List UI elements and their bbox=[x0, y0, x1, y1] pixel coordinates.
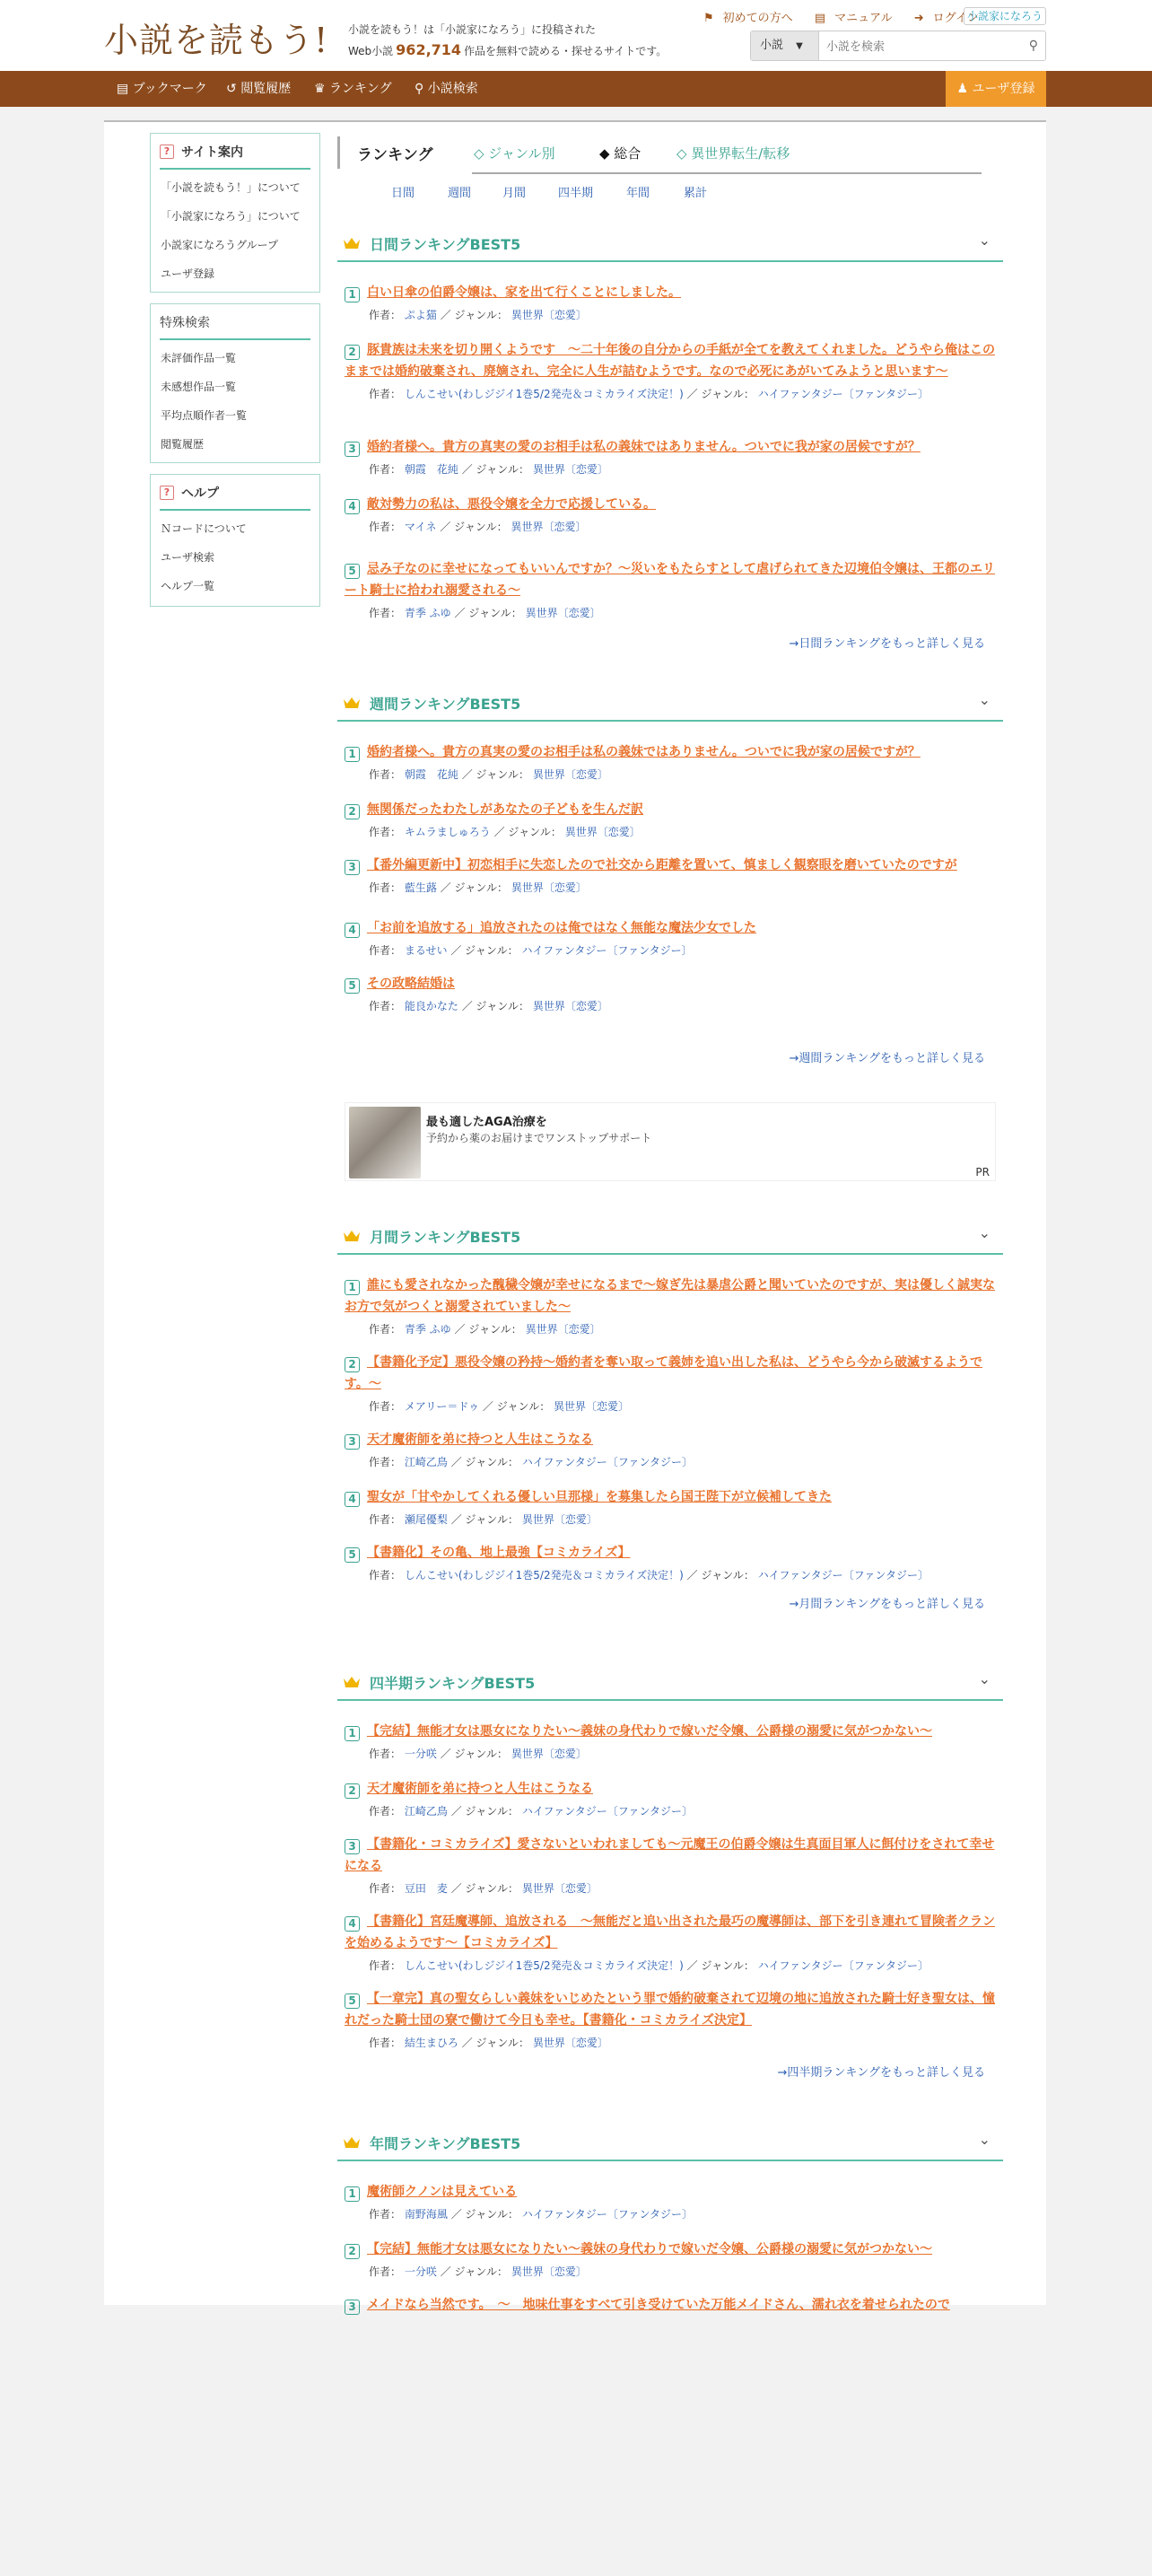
genre-label: ジャンル： bbox=[465, 1456, 519, 1468]
rank-number-badge: 1 bbox=[345, 2186, 360, 2202]
site-header bbox=[0, 0, 1152, 71]
help-icon: ? bbox=[160, 486, 174, 500]
genre-label: ジャンル： bbox=[468, 607, 522, 619]
ranking-section bbox=[337, 688, 1003, 1136]
genre-link[interactable]: ハイファンタジー〔ファンタジー〕 bbox=[521, 944, 693, 957]
sidebar-link[interactable]: ユーザ登録 bbox=[161, 267, 215, 280]
rank-number-badge: 3 bbox=[345, 1434, 360, 1450]
novel-meta bbox=[345, 519, 998, 534]
more-ranking-link[interactable]: →日間ランキングをもっと詳しく見る bbox=[789, 637, 985, 651]
rank-number-badge: 1 bbox=[345, 287, 360, 302]
author-label: 作者： bbox=[369, 1748, 402, 1760]
ranking-item bbox=[345, 1486, 998, 1527]
rank-number-badge: 4 bbox=[345, 923, 360, 938]
tagline-suffix: 作品を無料で読める・探せるサイトです。 bbox=[464, 45, 668, 57]
author-label: 作者： bbox=[369, 1882, 402, 1895]
sidebar-link[interactable]: 「小説家になろう」について bbox=[161, 210, 301, 223]
genre-label: ジャンル： bbox=[508, 826, 562, 838]
top-links bbox=[703, 8, 997, 25]
novel-count: 962,714 bbox=[396, 41, 462, 58]
sidebar-site-guide bbox=[150, 133, 320, 293]
novel-title-link[interactable]: 【番外編更新中】初恋相手に失恋したので社交から距離を置いて、慎ましく観察眼を磨いていたのですが bbox=[367, 858, 957, 872]
novel-title-link[interactable]: 敵対勢力の私は、悪役令嬢を全力で応援している。 bbox=[367, 497, 656, 512]
chevron-down-icon[interactable]: ⌄ bbox=[978, 1670, 991, 1687]
author-label: 作者： bbox=[369, 2265, 402, 2278]
title-bar bbox=[337, 136, 340, 169]
ranking-item bbox=[345, 1911, 998, 1973]
login-icon: ➜ bbox=[913, 12, 924, 25]
ranking-item bbox=[345, 2239, 998, 2279]
genre-link[interactable]: 異世界〔恋愛〕 bbox=[511, 309, 587, 321]
novel-meta bbox=[345, 1803, 998, 1818]
separator: ／ bbox=[461, 768, 473, 781]
novel-title-link[interactable]: 天才魔術師を弟に持つと人生はこうなる bbox=[367, 1433, 593, 1447]
main-nav bbox=[0, 71, 1152, 107]
genre-label: ジャンル： bbox=[454, 309, 508, 321]
sidebar-link[interactable]: 未評価作品一覧 bbox=[161, 352, 237, 364]
rank-number-badge: 3 bbox=[345, 860, 360, 875]
period-weekly[interactable]: 週間 bbox=[448, 187, 472, 200]
tab-overall[interactable]: ◆ 総合 bbox=[599, 145, 641, 162]
rank-number-badge: 1 bbox=[345, 747, 360, 762]
novel-meta bbox=[345, 1880, 998, 1896]
ranking-item bbox=[345, 1352, 998, 1414]
sidebar-link[interactable]: 小説家になろうグループ bbox=[161, 239, 279, 251]
rank-number-badge: 5 bbox=[345, 978, 360, 994]
login-link[interactable]: ➜ ログイン bbox=[913, 12, 979, 25]
rank-number-badge: 3 bbox=[345, 2300, 360, 2315]
genre-link[interactable]: 異世界〔恋愛〕 bbox=[554, 1400, 630, 1413]
author-link[interactable]: 朝霞 花純 bbox=[404, 768, 458, 781]
author-link[interactable]: 江崎乙鳥 bbox=[404, 1456, 448, 1468]
ranking-item bbox=[345, 1275, 998, 1336]
ranking-item bbox=[345, 1542, 998, 1582]
manual-link[interactable]: ▤ マニュアル bbox=[814, 12, 893, 25]
rank-number-badge: 4 bbox=[345, 499, 360, 514]
separator: ／ bbox=[440, 881, 451, 894]
author-label: 作者： bbox=[369, 1959, 402, 1972]
separator: ／ bbox=[450, 2208, 462, 2221]
section-header[interactable] bbox=[337, 688, 1003, 722]
ranking-item bbox=[345, 741, 998, 782]
genre-label: ジャンル： bbox=[496, 1400, 551, 1413]
genre-link[interactable]: 異世界〔恋愛〕 bbox=[564, 826, 641, 838]
site-logo[interactable]: 小説を読もう! bbox=[104, 21, 329, 60]
rank-number-badge: 2 bbox=[345, 804, 360, 819]
author-link[interactable]: 結生まひろ bbox=[404, 2037, 458, 2049]
ad-pr-label: PR bbox=[975, 1166, 990, 1178]
author-label: 作者： bbox=[369, 521, 402, 533]
ad-title: 最も適したAGA治療を bbox=[426, 1116, 547, 1129]
sidebar-heading: ? サイト案内 bbox=[160, 143, 310, 170]
genre-label: ジャンル： bbox=[465, 1805, 519, 1818]
rank-number-badge: 2 bbox=[345, 1783, 360, 1799]
crown-icon bbox=[343, 1676, 361, 1688]
separator: ／ bbox=[461, 1000, 473, 1012]
rank-number-badge: 3 bbox=[345, 442, 360, 457]
sidebar-link[interactable]: 未感想作品一覧 bbox=[161, 381, 237, 393]
novel-title-link[interactable]: 【完結】無能才女は悪女になりたい～義妹の身代わりで嫁いだ令嬢、公爵様の溺愛に気がつかない～ bbox=[367, 1724, 932, 1739]
period-yearly[interactable]: 年間 bbox=[626, 187, 650, 200]
genre-link[interactable]: ハイファンタジー〔ファンタジー〕 bbox=[521, 1805, 694, 1818]
separator: ／ bbox=[440, 521, 451, 533]
ranking-item bbox=[345, 2181, 998, 2221]
separator: ／ bbox=[454, 607, 466, 619]
sidebar-special-search bbox=[150, 303, 320, 463]
ranking-item bbox=[345, 1721, 998, 1761]
novel-meta bbox=[345, 1454, 998, 1469]
author-label: 作者： bbox=[369, 2037, 402, 2049]
author-label: 作者： bbox=[369, 881, 402, 894]
sidebar-link[interactable]: 閲覧履歴 bbox=[161, 438, 205, 451]
ranking-item bbox=[345, 1988, 998, 2050]
genre-label: ジャンル： bbox=[476, 463, 529, 476]
author-link[interactable]: 江崎乙鳥 bbox=[404, 1805, 448, 1818]
page-title: ランキング bbox=[357, 146, 433, 164]
genre-link[interactable]: 異世界〔恋愛〕 bbox=[511, 521, 587, 533]
ranking-tabs bbox=[337, 133, 983, 180]
novel-title-link[interactable]: メイドなら当然です。 ～ 地味仕事をすべて引き受けていた万能メイドさん、濡れ衣を着せられたので bbox=[367, 2298, 950, 2312]
genre-label: ジャンル： bbox=[454, 521, 508, 533]
author-label: 作者： bbox=[369, 2208, 402, 2221]
author-link[interactable]: 瀬尾優梨 bbox=[404, 1513, 448, 1526]
ranking-item bbox=[345, 973, 998, 1013]
separator: ／ bbox=[686, 1959, 698, 1972]
novel-title-link[interactable]: 婚約者様へ。貴方の真実の愛のお相手は私の義妹ではありません。ついでに我が家の居候ですが？ bbox=[367, 440, 921, 454]
separator: ／ bbox=[493, 826, 505, 838]
genre-label: ジャンル： bbox=[454, 881, 508, 894]
ranking-section bbox=[337, 2127, 1003, 2576]
section-title: 月間ランキングBEST5 bbox=[370, 1229, 521, 1246]
ranking-item bbox=[345, 2294, 998, 2316]
search-box bbox=[750, 31, 1046, 61]
novel-meta bbox=[345, 386, 998, 401]
novel-meta bbox=[345, 1958, 998, 1973]
tab-genre[interactable]: ◇ ジャンル別 bbox=[474, 145, 555, 162]
chevron-down-icon[interactable]: ⌄ bbox=[978, 2131, 991, 2148]
novel-title-link[interactable]: 誰にも愛されなかった醜穢令嬢が幸せになるまで〜嫁ぎ先は暴虐公爵と聞いていたのですが、実は優しく誠実なお方で気がつくと溺愛されていました〜 bbox=[345, 1278, 995, 1314]
rank-number-badge: 4 bbox=[345, 1916, 360, 1932]
search-icon[interactable]: ⚲ bbox=[1028, 39, 1038, 53]
first-time-link[interactable]: ⚑ 初めての方へ bbox=[703, 12, 793, 25]
author-link[interactable]: 豆田 麦 bbox=[404, 1882, 448, 1895]
rank-number-badge: 2 bbox=[345, 1357, 360, 1372]
user-icon: ♟ bbox=[956, 82, 973, 96]
rank-number-badge: 2 bbox=[345, 345, 360, 360]
section-header[interactable] bbox=[337, 1667, 1003, 1701]
separator: ／ bbox=[454, 1323, 466, 1336]
novel-title-link[interactable]: 【書籍化・コミカライズ】愛さないといわれましても～元魔王の伯爵令嬢は生真面目軍人に餌付けをされて幸せになる bbox=[345, 1837, 995, 1873]
crown-icon: ♛ bbox=[314, 82, 330, 96]
separator: ／ bbox=[461, 463, 473, 476]
novel-title-link[interactable]: 【完結】無能才女は悪女になりたい～義妹の身代わりで嫁いだ令嬢、公爵様の溺愛に気がつかない～ bbox=[367, 2242, 932, 2256]
search-icon: ⚲ bbox=[415, 82, 428, 96]
genre-link[interactable]: 異世界〔恋愛〕 bbox=[511, 2265, 587, 2278]
novel-meta bbox=[345, 942, 998, 958]
ranking-item bbox=[345, 1834, 998, 1896]
period-quarterly[interactable]: 四半期 bbox=[558, 187, 594, 200]
separator: ／ bbox=[482, 1400, 493, 1413]
sidebar-link[interactable]: ヘルプ一覧 bbox=[161, 580, 215, 592]
author-link[interactable]: まるせい bbox=[404, 944, 448, 957]
section-header[interactable] bbox=[337, 1221, 1003, 1255]
help-icon: ? bbox=[160, 145, 174, 159]
crown-icon bbox=[343, 1230, 361, 1242]
ranking-section bbox=[337, 1221, 1003, 1669]
sidebar-heading: 特殊検索 bbox=[160, 313, 310, 340]
ranking-item bbox=[345, 494, 998, 534]
author-label: 作者： bbox=[369, 607, 402, 619]
author-label: 作者： bbox=[369, 1569, 402, 1582]
novel-meta bbox=[345, 880, 998, 895]
author-link[interactable]: メアリー＝ドゥ bbox=[404, 1400, 480, 1413]
genre-label: ジャンル： bbox=[465, 944, 519, 957]
genre-label: ジャンル： bbox=[701, 1569, 755, 1582]
novel-title-link[interactable]: 白い日傘の伯爵令嬢は、家を出て行くことにしました。 bbox=[367, 285, 681, 300]
author-link[interactable]: 一分咲 bbox=[404, 1748, 437, 1760]
novel-title-link[interactable]: 忌み子なのに幸せになってもいいんですか？～災いをもたらすとして虐げられてきた辺境伯令嬢は、王都のエリート騎士に拾われ溺愛される～ bbox=[345, 562, 995, 598]
ranking-item bbox=[345, 436, 998, 477]
author-label: 作者： bbox=[369, 1400, 402, 1413]
novel-meta bbox=[345, 767, 998, 782]
genre-link[interactable]: 異世界〔恋愛〕 bbox=[525, 1323, 601, 1336]
genre-label: ジャンル： bbox=[454, 2265, 508, 2278]
rank-number-badge: 3 bbox=[345, 1839, 360, 1854]
novel-meta bbox=[345, 2264, 998, 2279]
author-label: 作者： bbox=[369, 309, 402, 321]
genre-label: ジャンル： bbox=[476, 768, 529, 781]
rank-number-badge: 2 bbox=[345, 2244, 360, 2259]
novel-title-link[interactable]: 魔術師クノンは見えている bbox=[367, 2185, 518, 2199]
novel-meta bbox=[345, 998, 998, 1013]
genre-link[interactable]: 異世界〔恋愛〕 bbox=[525, 607, 601, 619]
separator: ／ bbox=[450, 1805, 462, 1818]
novel-meta bbox=[345, 605, 998, 620]
author-label: 作者： bbox=[369, 463, 402, 476]
separator: ／ bbox=[440, 1748, 451, 1760]
history-icon: ↺ bbox=[226, 82, 241, 96]
genre-link[interactable]: 異世界〔恋愛〕 bbox=[532, 2037, 608, 2049]
novel-meta bbox=[345, 824, 998, 839]
genre-label: ジャンル： bbox=[476, 1000, 529, 1012]
more-ranking-link[interactable]: →四半期ランキングをもっと詳しく見る bbox=[777, 2066, 985, 2080]
author-link[interactable]: 南野海風 bbox=[404, 2208, 448, 2221]
period-total[interactable]: 累計 bbox=[684, 187, 708, 200]
sidebar-heading: ? ヘルプ bbox=[160, 484, 310, 511]
search-type-select[interactable]: 小説 ▼ bbox=[751, 31, 819, 60]
author-label: 作者： bbox=[369, 1805, 402, 1818]
genre-link[interactable]: 異世界〔恋愛〕 bbox=[532, 1000, 608, 1012]
genre-label: ジャンル： bbox=[701, 1959, 755, 1972]
author-link[interactable]: 朝霞 花純 bbox=[404, 463, 458, 476]
separator: ／ bbox=[686, 1569, 698, 1582]
nav-history[interactable]: ↺ 閲覧履歴 bbox=[226, 82, 292, 96]
novel-title-link[interactable]: 【一章完】真の聖女らしい義妹をいじめたという罪で婚約破棄されて辺境の地に追放された騎士好き聖女は、憧れだった騎士団の寮で働けて今日も幸せ。【書籍化・コミカライズ決定】 bbox=[345, 1992, 995, 2028]
tab-isekai[interactable]: ◇ 異世界転生/転移 bbox=[676, 145, 790, 162]
genre-link[interactable]: ハイファンタジー〔ファンタジー〕 bbox=[757, 388, 929, 400]
novel-title-link[interactable]: 無関係だったわたしがあなたの子どもを生んだ訳 bbox=[367, 802, 643, 817]
author-link[interactable]: 青季 ふゆ bbox=[404, 1323, 451, 1336]
crown-icon bbox=[343, 697, 361, 709]
nav-search[interactable]: ⚲ 小説検索 bbox=[415, 82, 478, 96]
novel-title-link[interactable]: 豚貴族は未来を切り開くようです ～二十年後の自分からの手紙が全てを教えてくれました。どうやら俺はこのままでは婚約破棄され、廃嫡され、完全に人生が詰むようです。なので必死にあがいてみようと思います～ bbox=[345, 343, 995, 379]
ranking-section bbox=[337, 228, 1003, 677]
author-link[interactable]: しんこせい(わしジジイ1巻5/2発売＆コミカライズ決定！) bbox=[404, 1569, 684, 1582]
author-link[interactable]: キムラましゅろう bbox=[404, 826, 491, 838]
genre-link[interactable]: ハイファンタジー〔ファンタジー〕 bbox=[521, 1456, 694, 1468]
section-header[interactable] bbox=[337, 2127, 1003, 2161]
author-label: 作者： bbox=[369, 1456, 402, 1468]
genre-label: ジャンル： bbox=[468, 1323, 522, 1336]
period-monthly[interactable]: 月間 bbox=[502, 187, 527, 200]
separator: ／ bbox=[450, 944, 462, 957]
author-link[interactable]: ぷよ猫 bbox=[404, 309, 437, 321]
document-icon: ▤ bbox=[814, 12, 826, 25]
rank-number-badge: 5 bbox=[345, 1547, 360, 1563]
genre-link[interactable]: 異世界〔恋愛〕 bbox=[532, 463, 608, 476]
novel-meta bbox=[345, 1398, 998, 1414]
nav-ranking[interactable]: ♛ ランキング bbox=[314, 82, 392, 96]
section-title: 四半期ランキングBEST5 bbox=[370, 1675, 536, 1692]
sidebar-link[interactable]: Ｎコードについて bbox=[161, 522, 247, 535]
novel-meta bbox=[345, 1511, 998, 1527]
ad-description: 予約から薬のお届けまでワンストップサポート bbox=[426, 1132, 652, 1144]
narou-brand-link[interactable]: 小説家になろう bbox=[964, 7, 1046, 25]
section-header[interactable] bbox=[337, 228, 1003, 262]
sidebar-link[interactable]: 平均点順作者一覧 bbox=[161, 409, 248, 422]
author-label: 作者： bbox=[369, 768, 402, 781]
genre-label: ジャンル： bbox=[465, 1882, 519, 1895]
rank-number-badge: 5 bbox=[345, 1993, 360, 2009]
sidebar-link[interactable]: ユーザ検索 bbox=[161, 551, 215, 564]
author-link[interactable]: 一分咲 bbox=[404, 2265, 437, 2278]
tab-underline bbox=[472, 172, 982, 174]
separator: ／ bbox=[450, 1513, 462, 1526]
genre-link[interactable]: 異世界〔恋愛〕 bbox=[521, 1513, 598, 1526]
novel-title-link[interactable]: その政略結婚は bbox=[367, 977, 455, 991]
genre-link[interactable]: ハイファンタジー〔ファンタジー〕 bbox=[521, 2208, 694, 2221]
novel-title-link[interactable]: 【書籍化予定】悪役令嬢の矜持〜婚約者を奪い取って義姉を追い出した私は、どうやら今から破滅するようです。〜 bbox=[345, 1355, 982, 1391]
genre-label: ジャンル： bbox=[476, 2037, 529, 2049]
genre-link[interactable]: 異世界〔恋愛〕 bbox=[521, 1882, 598, 1895]
ranking-item bbox=[345, 854, 998, 895]
novel-meta bbox=[345, 461, 998, 477]
novel-title-link[interactable]: 聖女が「甘やかしてくれる優しい旦那様」を募集したら国王陛下が立候補してきた bbox=[367, 1490, 832, 1504]
separator: ／ bbox=[450, 1456, 462, 1468]
novel-title-link[interactable]: 「お前を追放する」追放されたのは俺ではなく無能な魔法少女でした bbox=[367, 921, 756, 935]
crown-icon bbox=[343, 2136, 361, 2149]
nav-bookmark[interactable]: ▤ ブックマーク bbox=[117, 82, 207, 96]
genre-link[interactable]: 異世界〔恋愛〕 bbox=[511, 1748, 587, 1760]
author-link[interactable]: 青季 ふゆ bbox=[404, 607, 451, 619]
tagline-count bbox=[348, 41, 667, 58]
novel-meta bbox=[345, 1746, 998, 1761]
genre-link[interactable]: ハイファンタジー〔ファンタジー〕 bbox=[757, 1959, 929, 1972]
period-daily[interactable]: 日間 bbox=[391, 187, 415, 200]
ranking-section bbox=[337, 1667, 1003, 2116]
genre-label: ジャンル： bbox=[701, 388, 755, 400]
author-link[interactable]: しんこせい(わしジジイ1巻5/2発売＆コミカライズ決定！) bbox=[404, 388, 684, 400]
bookmark-icon: ▤ bbox=[117, 82, 133, 96]
genre-link[interactable]: 異世界〔恋愛〕 bbox=[511, 881, 587, 894]
rank-number-badge: 5 bbox=[345, 564, 360, 579]
separator: ／ bbox=[461, 2037, 473, 2049]
tagline: 小説を読もう！は「小説家になろう」に投稿された bbox=[348, 23, 597, 36]
author-label: 作者： bbox=[369, 944, 402, 957]
ranking-item bbox=[345, 282, 998, 322]
genre-label: ジャンル： bbox=[454, 1748, 508, 1760]
novel-meta bbox=[345, 1567, 998, 1582]
ranking-item bbox=[345, 1778, 998, 1818]
ranking-item bbox=[345, 1429, 998, 1469]
novel-meta bbox=[345, 2206, 998, 2221]
separator: ／ bbox=[686, 388, 698, 400]
search-input[interactable] bbox=[826, 31, 1015, 60]
separator: ／ bbox=[450, 1882, 462, 1895]
chevron-down-icon[interactable]: ⌄ bbox=[978, 691, 991, 708]
ranking-item bbox=[345, 558, 998, 620]
separator: ／ bbox=[440, 2265, 451, 2278]
tagline-prefix: Web小説 bbox=[348, 45, 394, 57]
novel-meta bbox=[345, 1321, 998, 1336]
bookmark-icon: ⚑ bbox=[703, 12, 714, 25]
crown-icon bbox=[343, 237, 361, 250]
ranking-item bbox=[345, 339, 998, 401]
genre-link[interactable]: ハイファンタジー〔ファンタジー〕 bbox=[757, 1569, 929, 1582]
author-label: 作者： bbox=[369, 1323, 402, 1336]
author-link[interactable]: マイネ bbox=[404, 521, 437, 533]
chevron-down-icon[interactable]: ⌄ bbox=[978, 232, 991, 249]
author-link[interactable]: 能良かなた bbox=[404, 1000, 458, 1012]
ranking-item bbox=[345, 799, 998, 839]
register-button[interactable]: ♟ ユーザ登録 bbox=[946, 71, 1046, 107]
author-label: 作者： bbox=[369, 1513, 402, 1526]
novel-title-link[interactable]: 【書籍化】その亀、地上最強【コミカライズ】 bbox=[367, 1546, 631, 1560]
section-title: 日間ランキングBEST5 bbox=[370, 236, 521, 253]
genre-link[interactable]: 異世界〔恋愛〕 bbox=[532, 768, 608, 781]
separator: ／ bbox=[440, 309, 451, 321]
sidebar-help bbox=[150, 474, 320, 607]
sidebar-link[interactable]: 「小説を読もう！」について bbox=[161, 181, 301, 194]
section-title: 週間ランキングBEST5 bbox=[370, 696, 521, 713]
more-ranking-link[interactable]: →月間ランキングをもっと詳しく見る bbox=[789, 1598, 985, 1611]
section-title: 年間ランキングBEST5 bbox=[370, 2135, 521, 2152]
ranking-item bbox=[345, 917, 998, 958]
more-ranking-link[interactable]: →週間ランキングをもっと詳しく見る bbox=[789, 1052, 985, 1065]
author-label: 作者： bbox=[369, 826, 402, 838]
author-label: 作者： bbox=[369, 1000, 402, 1012]
author-link[interactable]: しんこせい(わしジジイ1巻5/2発売＆コミカライズ決定！) bbox=[404, 1959, 684, 1972]
novel-title-link[interactable]: 婚約者様へ。貴方の真実の愛のお相手は私の義妹ではありません。ついでに我が家の居候ですが？ bbox=[367, 745, 921, 759]
rank-number-badge: 1 bbox=[345, 1280, 360, 1295]
genre-label: ジャンル： bbox=[465, 1513, 519, 1526]
page-body bbox=[104, 120, 1046, 2313]
rank-number-badge: 4 bbox=[345, 1492, 360, 1507]
novel-title-link[interactable]: 天才魔術師を弟に持つと人生はこうなる bbox=[367, 1782, 593, 1796]
novel-meta bbox=[345, 2035, 998, 2050]
author-link[interactable]: 藍生蕗 bbox=[404, 881, 437, 894]
novel-meta bbox=[345, 307, 998, 322]
chevron-down-icon: ▼ bbox=[796, 41, 803, 51]
author-label: 作者： bbox=[369, 388, 402, 400]
rank-number-badge: 1 bbox=[345, 1726, 360, 1741]
genre-label: ジャンル： bbox=[465, 2208, 519, 2221]
chevron-down-icon[interactable]: ⌄ bbox=[978, 1224, 991, 1241]
novel-title-link[interactable]: 【書籍化】宮廷魔導師、追放される ～無能だと追い出された最巧の魔導師は、部下を引き連れて冒険者クランを始めるようです～【コミカライズ】 bbox=[345, 1914, 995, 1950]
